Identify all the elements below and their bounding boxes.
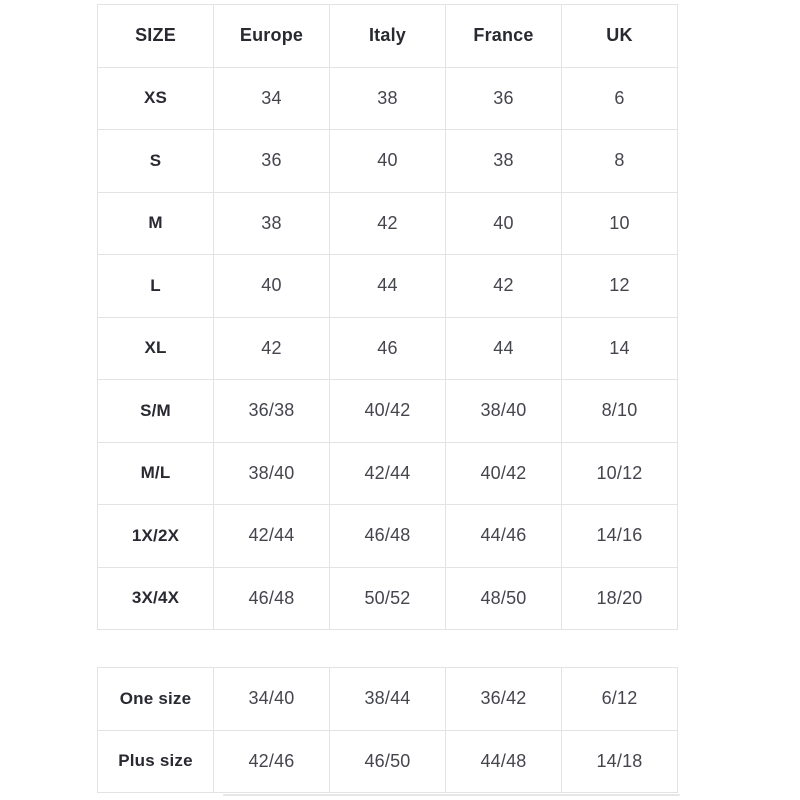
size-value-cell: 38 [446, 130, 562, 193]
size-value-cell: 46/48 [330, 505, 446, 568]
row-label: 3X/4X [98, 567, 214, 630]
size-value-cell: 36 [214, 130, 330, 193]
bottom-divider [223, 794, 680, 796]
size-value-cell: 40/42 [330, 380, 446, 443]
special-sizes-table [97, 667, 678, 793]
table-row [98, 668, 678, 731]
size-value-cell: 48/50 [446, 567, 562, 630]
row-label: L [98, 255, 214, 318]
size-value-cell: 8/10 [562, 380, 678, 443]
size-table-header [98, 5, 678, 68]
size-value-cell: 42/46 [214, 730, 330, 793]
column-header-europe: Europe [214, 5, 330, 68]
column-header-italy: Italy [330, 5, 446, 68]
column-header-uk: UK [562, 5, 678, 68]
size-value-cell: 38 [214, 192, 330, 255]
size-value-cell: 38/40 [214, 442, 330, 505]
table-row [98, 730, 678, 793]
size-value-cell: 44/46 [446, 505, 562, 568]
size-value-cell: 36/42 [446, 668, 562, 731]
size-value-cell: 10/12 [562, 442, 678, 505]
size-value-cell: 38/40 [446, 380, 562, 443]
table-row [98, 380, 678, 443]
row-label: M [98, 192, 214, 255]
size-value-cell: 34/40 [214, 668, 330, 731]
size-value-cell: 38/44 [330, 668, 446, 731]
size-value-cell: 42/44 [214, 505, 330, 568]
size-value-cell: 6 [562, 67, 678, 130]
size-value-cell: 40 [330, 130, 446, 193]
size-conversion-table [97, 4, 678, 630]
size-value-cell: 38 [330, 67, 446, 130]
size-value-cell: 40 [214, 255, 330, 318]
row-label: Plus size [98, 730, 214, 793]
column-header-france: France [446, 5, 562, 68]
size-value-cell: 44 [330, 255, 446, 318]
size-value-cell: 6/12 [562, 668, 678, 731]
size-value-cell: 18/20 [562, 567, 678, 630]
row-label: S/M [98, 380, 214, 443]
size-value-cell: 8 [562, 130, 678, 193]
size-value-cell: 14/18 [562, 730, 678, 793]
size-value-cell: 42/44 [330, 442, 446, 505]
table-row [98, 255, 678, 318]
size-value-cell: 14/16 [562, 505, 678, 568]
row-label: One size [98, 668, 214, 731]
size-value-cell: 10 [562, 192, 678, 255]
row-label: XL [98, 317, 214, 380]
size-value-cell: 34 [214, 67, 330, 130]
row-label: XS [98, 67, 214, 130]
table-row [98, 67, 678, 130]
size-value-cell: 12 [562, 255, 678, 318]
row-label: S [98, 130, 214, 193]
size-value-cell: 40/42 [446, 442, 562, 505]
header-row [98, 5, 678, 68]
size-value-cell: 46/48 [214, 567, 330, 630]
size-value-cell: 46/50 [330, 730, 446, 793]
table-row [98, 567, 678, 630]
special-sizes-body [98, 668, 678, 793]
size-value-cell: 42 [330, 192, 446, 255]
size-value-cell: 36 [446, 67, 562, 130]
size-value-cell: 42 [214, 317, 330, 380]
row-label: M/L [98, 442, 214, 505]
size-value-cell: 40 [446, 192, 562, 255]
table-row [98, 130, 678, 193]
table-row [98, 442, 678, 505]
size-table-body [98, 67, 678, 630]
size-value-cell: 44 [446, 317, 562, 380]
table-row [98, 505, 678, 568]
size-value-cell: 44/48 [446, 730, 562, 793]
size-value-cell: 46 [330, 317, 446, 380]
size-value-cell: 36/38 [214, 380, 330, 443]
row-label: 1X/2X [98, 505, 214, 568]
size-value-cell: 42 [446, 255, 562, 318]
size-value-cell: 14 [562, 317, 678, 380]
table-row [98, 317, 678, 380]
table-row [98, 192, 678, 255]
size-value-cell: 50/52 [330, 567, 446, 630]
column-header-size: SIZE [98, 5, 214, 68]
